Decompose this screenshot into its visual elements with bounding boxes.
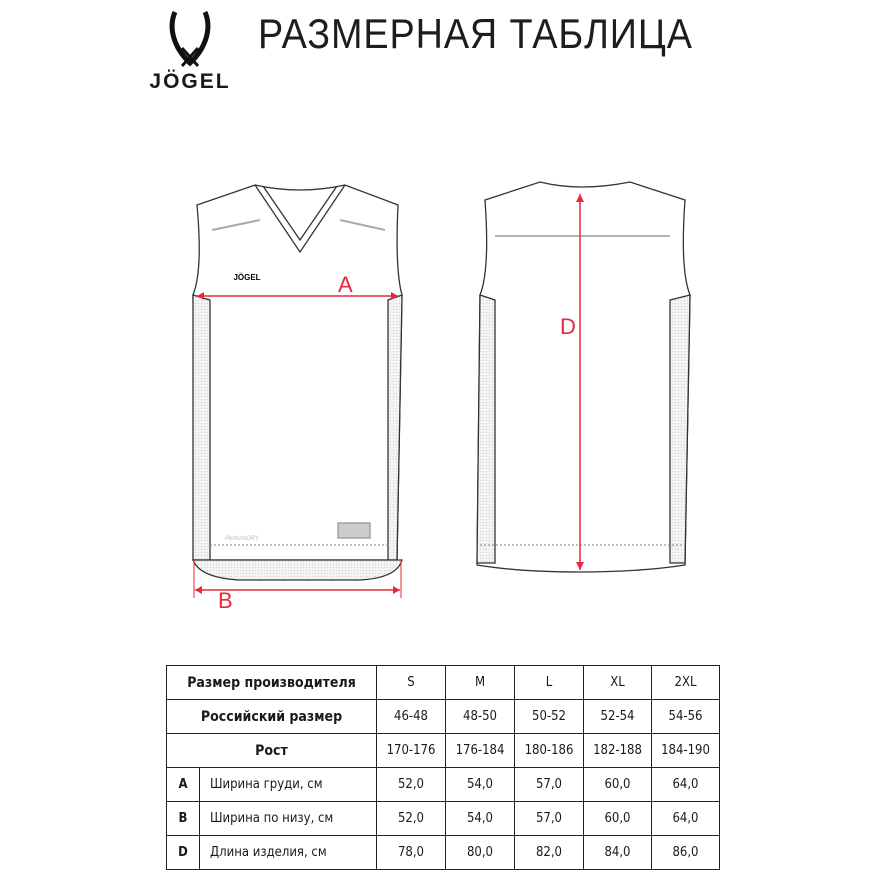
brand-name: JÖGEL	[149, 70, 231, 93]
table-row-a	[167, 768, 720, 802]
row-key: B	[167, 802, 200, 836]
cell: 2XL	[652, 666, 720, 700]
cell: 86,0	[652, 836, 720, 870]
cell: 82,0	[515, 836, 584, 870]
cell: 52-54	[584, 700, 652, 734]
label-b: B	[218, 588, 233, 613]
cell: 52,0	[377, 768, 446, 802]
row-label: Ширина груди, см	[200, 768, 377, 802]
cell: 54,0	[446, 768, 515, 802]
cell: 78,0	[377, 836, 446, 870]
cell: 176-184	[446, 734, 515, 768]
cell: 52,0	[377, 802, 446, 836]
cell: 80,0	[446, 836, 515, 870]
cell: 48-50	[446, 700, 515, 734]
cell: 64,0	[652, 802, 720, 836]
cell: S	[377, 666, 446, 700]
size-table	[166, 665, 720, 870]
cell: 180-186	[515, 734, 584, 768]
cell: 184-190	[652, 734, 720, 768]
hem-text: PerformDRY	[225, 536, 259, 542]
label-a: A	[338, 272, 353, 297]
jersey-back	[477, 182, 690, 572]
row-label: Ширина по низу, см	[200, 802, 377, 836]
page-title: РАЗМЕРНАЯ ТАБЛИЦА	[258, 10, 693, 57]
jersey-front	[193, 185, 402, 580]
cell: 50-52	[515, 700, 584, 734]
label-d: D	[560, 314, 576, 339]
row-label: Длина изделия, см	[200, 836, 377, 870]
cell: 170-176	[377, 734, 446, 768]
cell: 57,0	[515, 768, 584, 802]
table-row-russian	[167, 700, 720, 734]
cell: 46-48	[377, 700, 446, 734]
row-key: A	[167, 768, 200, 802]
table-row-d	[167, 836, 720, 870]
row-label: Рост	[167, 734, 377, 768]
row-key: D	[167, 836, 200, 870]
row-label: Российский размер	[167, 700, 377, 734]
cell: 57,0	[515, 802, 584, 836]
cell: 64,0	[652, 768, 720, 802]
cell: XL	[584, 666, 652, 700]
cell: 182-188	[584, 734, 652, 768]
table-row-b	[167, 802, 720, 836]
table-row-height	[167, 734, 720, 768]
cell: 84,0	[584, 836, 652, 870]
chest-logo: JÖGEL	[233, 273, 261, 282]
cell: 60,0	[584, 802, 652, 836]
header-label: Размер производителя	[167, 666, 377, 700]
cell: 60,0	[584, 768, 652, 802]
cell: 54-56	[652, 700, 720, 734]
cell: L	[515, 666, 584, 700]
table-row-sizes	[167, 666, 720, 700]
cell: M	[446, 666, 515, 700]
cell: 54,0	[446, 802, 515, 836]
